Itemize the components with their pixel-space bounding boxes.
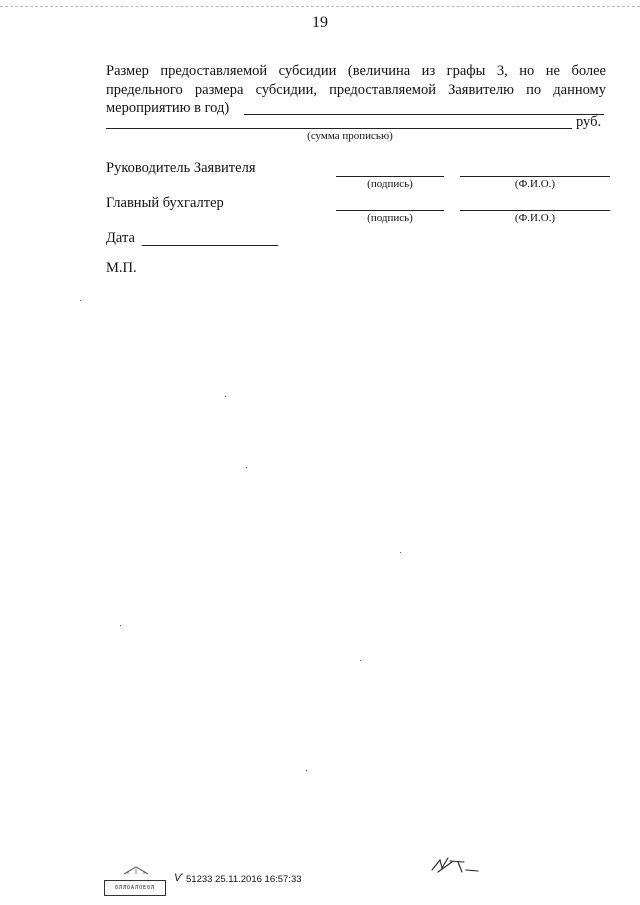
head-signature-caption: (подпись) — [367, 178, 413, 190]
head-label: Руководитель Заявителя — [106, 160, 256, 176]
subsidy-amount-line — [106, 128, 572, 129]
scan-speck — [400, 552, 401, 553]
seal-label: М.П. — [106, 260, 137, 276]
subsidy-paragraph — [106, 62, 606, 100]
head-fio-caption: (Ф.И.О.) — [514, 178, 556, 190]
head-signature-line — [336, 176, 444, 177]
stamp-building-icon — [104, 865, 168, 875]
page-number: 19 — [312, 14, 328, 31]
date-label: Дата — [106, 230, 135, 246]
accountant-label: Главный бухгалтер — [106, 195, 224, 211]
stamp-text: ОЛЛОАЛОЕОЛ — [104, 880, 166, 896]
scan-speck — [360, 660, 361, 661]
accountant-signature-caption: (подпись) — [367, 212, 413, 224]
head-fio-line — [460, 176, 610, 177]
scan-speck — [80, 300, 81, 301]
handwritten-initials-icon — [428, 852, 488, 878]
doc-mark: Ѵ — [174, 872, 183, 884]
subsidy-text-line-3: мероприятию в год) — [106, 100, 230, 116]
subsidy-fill-line-1 — [244, 114, 604, 115]
currency-label: руб. — [576, 114, 602, 130]
accountant-fio-line — [460, 210, 610, 211]
footer-stamp — [104, 862, 168, 896]
scan-speck — [306, 770, 307, 771]
amount-caption: (сумма прописью) — [307, 130, 393, 142]
registration-text: 51233 25.11.2016 16:57:33 — [186, 874, 302, 885]
accountant-fio-caption: (Ф.И.О.) — [514, 212, 556, 224]
scan-speck — [225, 396, 226, 397]
subsidy-text-line-1: Размер предоставляемой субсидии (величина из графы 3, но не более — [106, 63, 606, 79]
accountant-signature-line — [336, 210, 444, 211]
scan-top-edge — [0, 6, 640, 7]
scan-speck — [246, 467, 247, 468]
subsidy-text-line-2: предельного размера субсидии, предоставляемой Заявителю по данному — [106, 82, 606, 98]
date-line — [142, 245, 278, 246]
scan-speck — [120, 625, 121, 626]
